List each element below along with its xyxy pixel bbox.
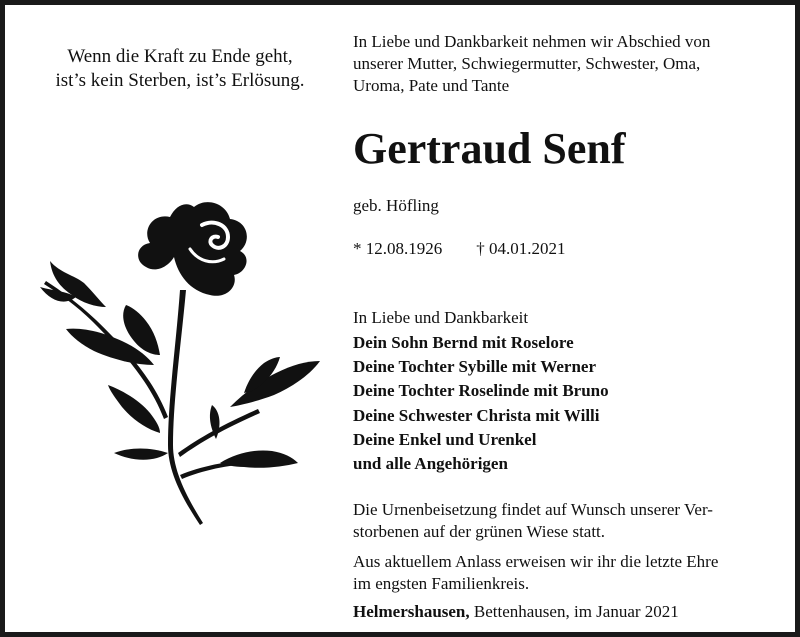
- mourner-line: Deine Schwester Christa mit Willi: [353, 405, 600, 425]
- motto-verse: [25, 45, 335, 93]
- farewell-notice: [353, 551, 718, 595]
- mourners-heading: In Liebe und Dankbarkeit: [353, 308, 529, 327]
- mourner-line: und alle Angehörigen: [353, 454, 508, 474]
- mourner-line: Deine Tochter Roselinde mit Bruno: [353, 381, 609, 401]
- motto-line: ist’s kein Sterben, ist’s Erlösung.: [55, 70, 305, 91]
- rose-icon: [30, 195, 330, 535]
- life-dates: [353, 238, 566, 260]
- intro-text: [353, 31, 710, 97]
- mourner-line: Deine Tochter Sybille mit Werner: [353, 357, 597, 377]
- intro-line: In Liebe und Dankbarkeit nehmen wir Abschied von: [353, 32, 711, 51]
- intro-line: unserer Mutter, Schwiegermutter, Schwester, Oma,: [353, 54, 701, 73]
- death-date: † 04.01.2021: [476, 239, 566, 258]
- deceased-name: Gertraud Senf: [353, 124, 626, 173]
- mourners-list: [353, 331, 609, 476]
- birth-date: * 12.08.1926: [353, 239, 443, 258]
- signature-rest: Bettenhausen, im Januar 2021: [469, 602, 679, 621]
- farewell-line: im engsten Familienkreis.: [353, 574, 530, 593]
- burial-notice: [353, 499, 713, 543]
- farewell-line: Aus aktuellem Anlass erweisen wir ihr die letzte Ehre: [353, 552, 719, 571]
- intro-line: Uroma, Pate und Tante: [353, 76, 510, 95]
- place-date-signature: [353, 601, 679, 623]
- burial-line: Die Urnenbeisetzung findet auf Wunsch unserer Ver-: [353, 500, 713, 519]
- mourner-line: Dein Sohn Bernd mit Roselore: [353, 333, 574, 352]
- motto-line: Wenn die Kraft zu Ende geht,: [67, 46, 293, 67]
- burial-line: storbenen auf der grünen Wiese statt.: [353, 522, 606, 541]
- birth-name: geb. Höfling: [353, 196, 439, 215]
- mourner-line: Deine Enkel und Urenkel: [353, 429, 537, 449]
- signature-place: Helmershausen,: [353, 602, 470, 621]
